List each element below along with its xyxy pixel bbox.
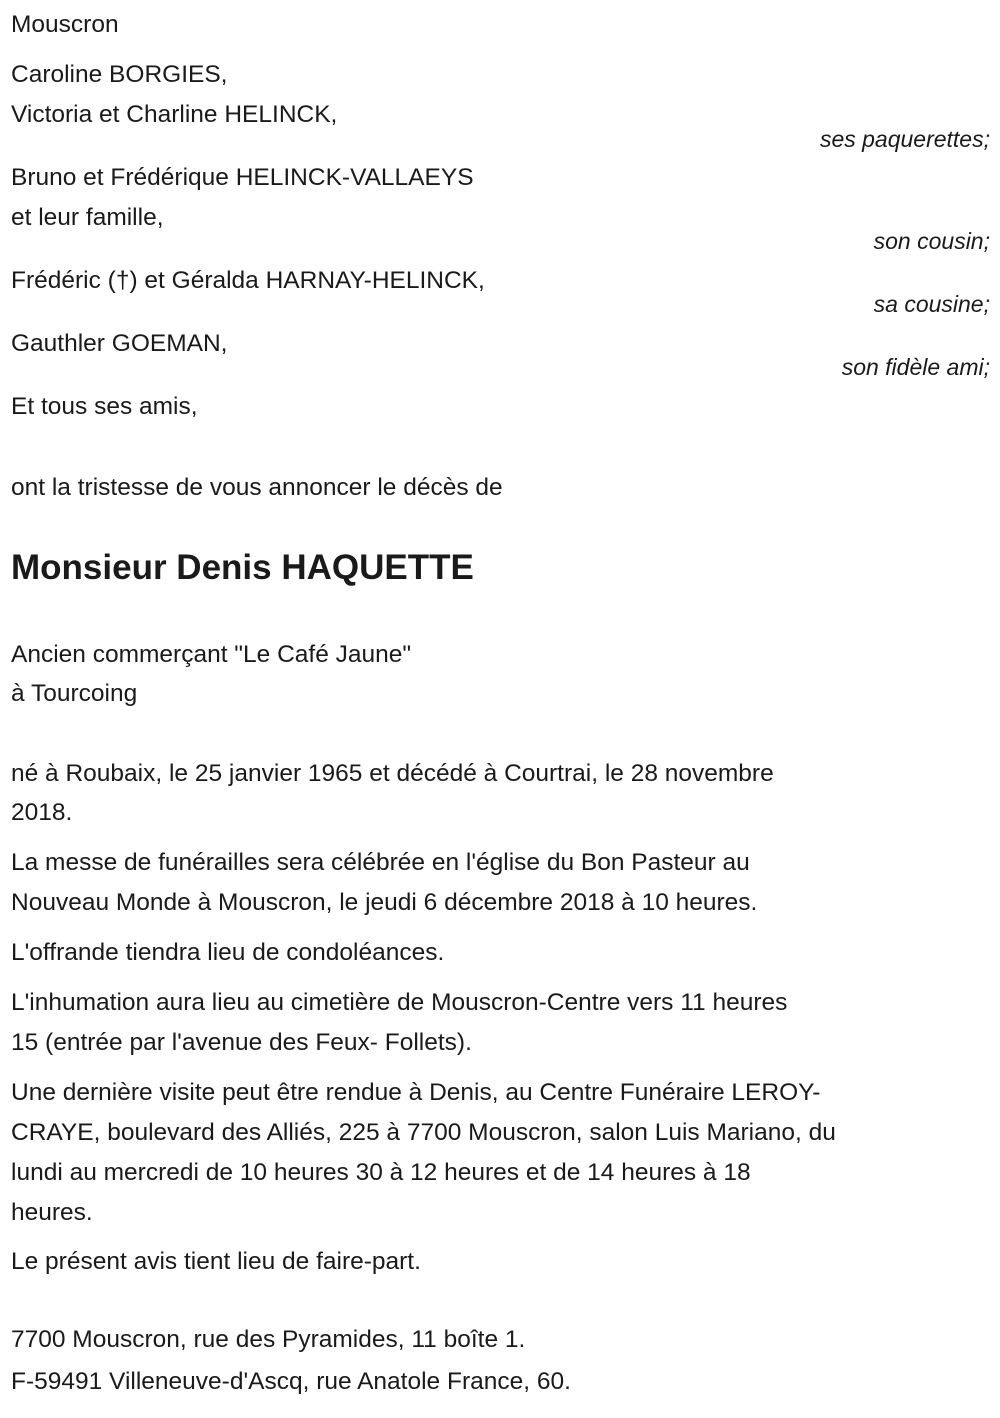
occupation: Ancien commerçant "Le Café Jaune" — [11, 641, 412, 668]
announcement: ont la tristesse de vous annoncer le décès de — [11, 474, 503, 501]
family-line: Caroline BORGIES, — [11, 61, 228, 88]
city: Mouscron — [11, 11, 119, 38]
occupation: à Tourcoing — [11, 680, 138, 707]
family-relation: son fidèle ami; — [841, 354, 990, 380]
funeral: La messe de funérailles sera célébrée en l'église du Bon Pasteur au — [11, 849, 750, 876]
family-line: Gauthler GOEMAN, — [11, 330, 228, 357]
family-relation: ses paquerettes; — [819, 126, 990, 152]
family-line: Bruno et Frédérique HELINCK-VALLAEYS — [11, 164, 474, 191]
visit: lundi au mercredi de 10 heures 30 à 12 heures et de 14 heures à 18 — [11, 1159, 751, 1186]
burial: L'inhumation aura lieu au cimetière de Mouscron-Centre vers 11 heures — [11, 989, 788, 1016]
family-line: et leur famille, — [11, 204, 164, 231]
notice: Le présent avis tient lieu de faire-part. — [11, 1248, 421, 1275]
offering: L'offrande tiendra lieu de condoléances. — [11, 939, 445, 966]
visit: heures. — [11, 1199, 93, 1226]
address: F-59491 Villeneuve-d'Ascq, rue Anatole France, 60. — [11, 1368, 571, 1395]
family-relation: sa cousine; — [873, 291, 990, 317]
birth-death: né à Roubaix, le 25 janvier 1965 et décédé à Courtrai, le 28 novembre — [11, 760, 774, 787]
family-line: Victoria et Charline HELINCK, — [11, 101, 338, 128]
visit: CRAYE, boulevard des Alliés, 225 à 7700 Mouscron, salon Luis Mariano, du — [11, 1119, 836, 1146]
funeral: Nouveau Monde à Mouscron, le jeudi 6 décembre 2018 à 10 heures. — [11, 889, 758, 916]
birth-death: 2018. — [11, 799, 73, 826]
family-relation: son cousin; — [873, 228, 990, 254]
address: 7700 Mouscron, rue des Pyramides, 11 boîte 1. — [11, 1326, 526, 1353]
burial: 15 (entrée par l'avenue des Feux- Follets). — [11, 1029, 472, 1056]
deceased-name: Monsieur Denis HAQUETTE — [11, 548, 474, 587]
visit: Une dernière visite peut être rendue à Denis, au Centre Funéraire LEROY- — [11, 1079, 821, 1106]
family-line: Et tous ses amis, — [11, 393, 198, 420]
family-line: Frédéric (†) et Géralda HARNAY-HELINCK, — [11, 267, 485, 294]
